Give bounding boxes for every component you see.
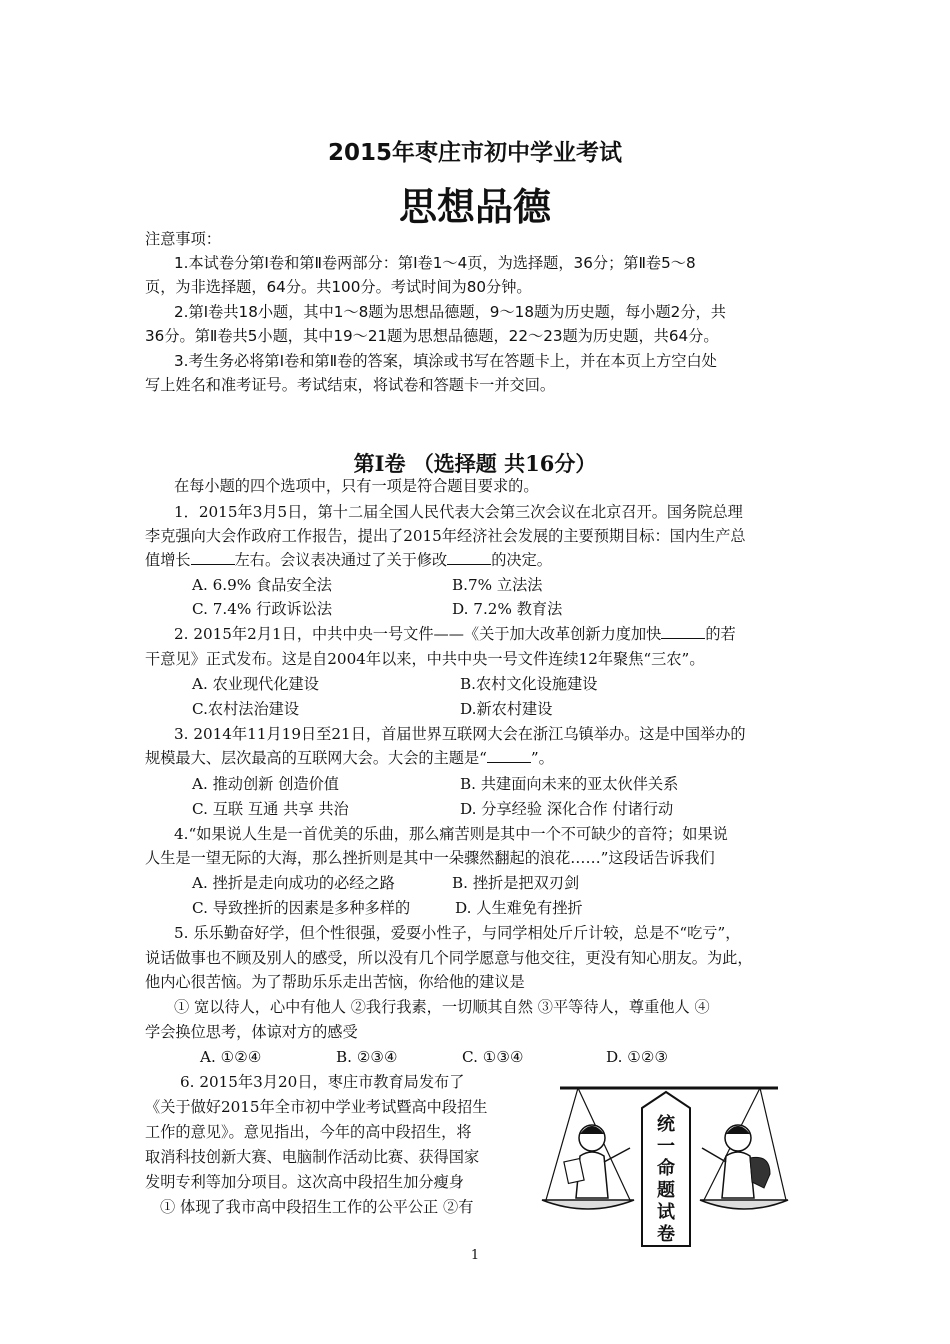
notice-item-3-line-1: 3.考生务必将第Ⅰ卷和第Ⅱ卷的答案，填涂或书写在答题卡上，并在本页上方空白处 [174,352,717,370]
left-pan [542,1200,634,1209]
notice-item-1-line-2: 页，为非选择题，64分。共100分。考试时间为80分钟。 [145,278,532,296]
left-string-1 [546,1088,578,1200]
q1-option-a: A. 6.9% 食品安全法 [192,576,332,594]
notice-item-2-line-1: 2.第Ⅰ卷共18小题，其中1～8题为思想品德题，9～18题为历史题，每小题2分，共 [174,303,726,321]
q3-option-b: B. 共建面向未来的亚太伙伴关系 [460,775,679,793]
q3-blank [487,750,531,763]
q2-option-c: C.农村法治建设 [192,700,300,718]
q1-option-d: D. 7.2% 教育法 [452,600,563,618]
section-title: 第Ⅰ卷 （选择题 共16分） [353,451,597,476]
q4-option-d: D. 人生难免有挫折 [455,899,583,917]
q2-line-1-part-b: 的若 [705,625,736,643]
q1-line-3 [145,548,552,572]
q2-line-2: 干意见》正式发布。这是自2004年以来，中共中央一号文件连续12年聚焦“三农”。 [145,650,705,668]
notice-item-3-line-2: 写上姓名和准考证号。考试结束，将试卷和答题卡一并交回。 [145,376,556,394]
q3-line-1: 3. 2014年11月19日至21日，首届世界互联网大会在浙江乌镇举办。这是中国举办的 [174,725,746,743]
q6-line-6: ① 体现了我市高中段招生工作的公平公正 ②有 [160,1198,474,1216]
q2-option-b: B.农村文化设施建设 [460,675,598,693]
q5-line-2: 说话做事也不顾及别人的感受，所以没有几个同学愿意与他交往，更没有知心朋友。为此， [145,949,753,967]
q4-option-c: C. 导致挫折的因素是多种多样的 [192,899,411,917]
q1-line-1: 1．2015年3月5日，第十二届全国人民代表大会第三次会议在北京召开。国务院总理 [174,503,743,521]
q5-line-4: ① 宽以待人，心中有他人 ②我行我素，一切顺其自然 ③平等待人，尊重他人 ④ [174,998,710,1016]
q1-option-b: B.7% 立法法 [452,576,543,594]
right-pan [700,1200,788,1209]
notice-heading: 注意事项： [145,230,221,248]
q4-line-2: 人生是一望无际的大海，那么挫折则是其中一朵骤然翻起的浪花……”这段话告诉我们 [145,849,715,867]
q1-blank-1 [191,552,235,565]
q3-option-d: D. 分享经验 深化合作 付诸行动 [460,800,674,818]
subject-title: 思想品德 [398,185,551,229]
q2-blank [661,626,705,639]
banner-char-4: 题 [657,1180,675,1201]
q1-option-c: C. 7.4% 行政诉讼法 [192,600,333,618]
q3-line-2-part-b: ”。 [530,749,554,767]
q5-option-b: B. ②③④ [336,1048,398,1066]
banner-char-3: 命 [657,1158,675,1179]
q2-option-d: D.新农村建设 [460,700,553,718]
q1-line-3-part-b: 左右。会议表决通过了关于修改 [234,551,448,569]
q3-option-a: A. 推动创新 创造价值 [192,775,339,793]
q4-option-b: B. 挫折是把双刃剑 [452,874,580,892]
q5-line-1: 5. 乐乐勤奋好学，但个性很强，爱耍小性子，与同学相处斤斤计较，总是不“吃亏”， [174,924,741,942]
banner-char-5: 试 [657,1202,675,1223]
q2-line-1 [174,622,736,646]
q1-line-3-part-c: 的决定。 [491,551,552,569]
q4-line-1: 4.“如果说人生是一首优美的乐曲，那么痛苦则是其中一个不可缺少的音符；如果说 [174,825,728,843]
q6-line-2: 《关于做好2015年全市初中学业考试暨高中段招生 [145,1098,488,1116]
q5-line-3: 他内心很苦恼。为了帮助乐乐走出苦恼，你给他的建议是 [145,973,525,991]
notice-item-1-line-1: 1.本试卷分第Ⅰ卷和第Ⅱ卷两部分：第Ⅰ卷1～4页，为选择题，36分；第Ⅱ卷5～8 [174,254,696,272]
q6-line-3: 工作的意见》。意见指出，今年的高中段招生，将 [145,1123,472,1141]
q1-blank-2 [447,552,491,565]
q3-line-2-part-a: 规模最大、层次最高的互联网大会。大会的主题是“ [145,749,487,767]
banner-char-1: 统 [657,1114,675,1135]
banner-char-2: 一 [657,1136,675,1157]
q2-option-a: A. 农业现代化建设 [192,675,319,693]
q4-option-a: A. 挫折是走向成功的必经之路 [192,874,395,892]
q6-line-5: 发明专利等加分项目。这次高中段招生加分瘦身 [145,1173,464,1191]
q2-line-1-part-a: 2. 2015年2月1日，中共中央一号文件——《关于加大改革创新力度加快 [174,625,662,643]
section-instruction: 在每小题的四个选项中，只有一项是符合题目要求的。 [174,477,539,495]
q6-line-1: 6. 2015年3月20日，枣庄市教育局发布了 [180,1073,465,1091]
exam-title: 2015年枣庄市初中学业考试 [327,140,622,166]
q5-option-a: A. ①②④ [200,1048,262,1066]
banner-char-6: 卷 [657,1224,675,1245]
q5-option-c: C. ①③④ [462,1048,524,1066]
q3-option-c: C. 互联 互通 共享 共治 [192,800,349,818]
q1-line-2: 李克强向大会作政府工作报告，提出了2015年经济社会发展的主要预期目标：国内生产总 [145,527,746,545]
q5-option-d: D. ①②③ [606,1048,669,1066]
scale-cartoon-illustration [538,1078,790,1248]
left-student-figure [564,1125,630,1198]
q1-line-3-part-a: 值增长 [145,551,191,569]
page-number: 1 [470,1248,480,1263]
q3-line-2 [145,746,554,770]
q5-line-5: 学会换位思考，体谅对方的感受 [145,1023,358,1041]
right-student-figure [702,1125,770,1198]
notice-item-2-line-2: 36分。第Ⅱ卷共5小题，其中19～21题为思想品德题，22～23题为历史题，共64分。 [145,327,719,345]
q6-line-4: 取消科技创新大赛、电脑制作活动比赛、获得国家 [145,1148,480,1166]
